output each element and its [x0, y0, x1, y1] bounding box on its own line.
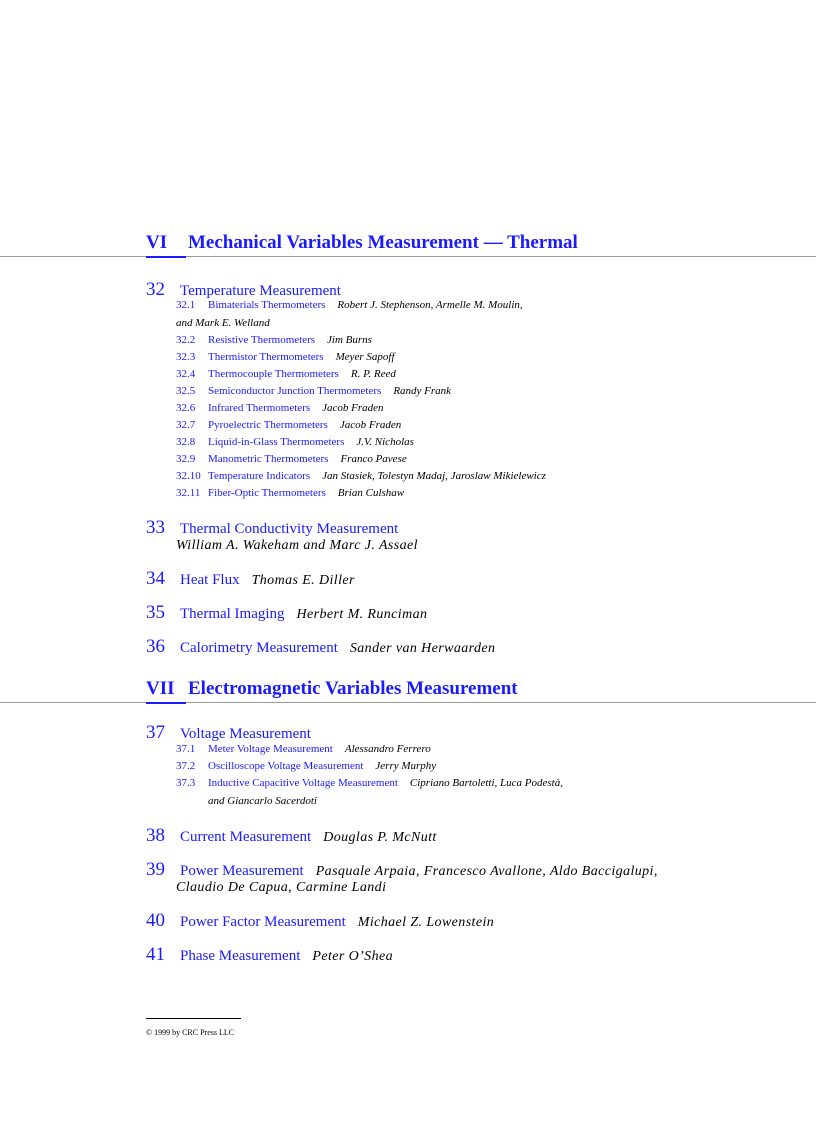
section-title-link[interactable]: Pyroelectric Thermometers [208, 419, 328, 431]
section-number: 32.2 [176, 334, 196, 346]
section-32-1 [176, 299, 523, 311]
section-author: Randy Frank [393, 385, 452, 397]
section-title-link[interactable]: Meter Voltage Measurement [208, 743, 333, 755]
chapter-title-link[interactable]: Thermal Conductivity Measurement [180, 521, 399, 537]
section-number: 32.3 [176, 351, 196, 363]
chapter-number: 34 [146, 568, 165, 589]
section-number: 32.6 [176, 402, 196, 414]
chapter-35 [146, 602, 427, 624]
section-title-link[interactable]: Semiconductor Junction Thermometers [208, 385, 382, 397]
chapter-author: Sander van Herwaarden [349, 641, 496, 656]
chapter-33 [146, 517, 398, 539]
section-author-cont: and Giancarlo Sacerdoti [208, 795, 317, 807]
chapter-number: 37 [146, 722, 165, 743]
chapter-title-link[interactable]: Power Measurement [180, 863, 304, 879]
chapter-number: 35 [146, 602, 165, 623]
part-title-text: Electromagnetic Variables Measurement [188, 678, 518, 699]
section-author: Alessandro Ferrero [344, 743, 431, 755]
chapter-38 [146, 825, 437, 847]
part-number: VI [146, 232, 168, 253]
section-number: 32.11 [176, 487, 201, 499]
section-author-cont: and Mark E. Welland [176, 317, 270, 329]
chapter-36 [146, 636, 495, 658]
chapter-title-link[interactable]: Heat Flux [180, 572, 240, 588]
divider [0, 256, 816, 257]
divider-accent [146, 702, 186, 704]
chapter-40 [146, 910, 494, 932]
chapter-number: 38 [146, 825, 165, 846]
chapter-author: Thomas E. Diller [251, 573, 355, 588]
section-author: Robert J. Stephenson, Armelle M. Moulin, [337, 299, 523, 311]
chapter-39 [146, 859, 658, 881]
chapter-author: Herbert M. Runciman [296, 607, 428, 622]
chapter-number: 33 [146, 517, 165, 538]
chapter-title-link[interactable]: Calorimetry Measurement [180, 640, 338, 656]
section-37-3 [176, 777, 563, 789]
chapter-title-link[interactable]: Phase Measurement [180, 948, 301, 964]
section-author: Jacob Fraden [322, 402, 384, 414]
section-title-link[interactable]: Bimaterials Thermometers [208, 299, 326, 311]
section-author: Jan Stasiek, Tolestyn Madaj, Jaroslaw Mikielewicz [322, 470, 546, 482]
section-number: 32.7 [176, 419, 196, 431]
section-37-1 [176, 743, 431, 755]
chapter-title-link[interactable]: Thermal Imaging [180, 606, 285, 622]
chapter-number: 36 [146, 636, 165, 657]
chapter-title-link[interactable]: Power Factor Measurement [180, 914, 346, 930]
section-number: 32.10 [176, 470, 201, 482]
part-title [146, 678, 518, 700]
part-title [146, 232, 578, 254]
section-number: 32.1 [176, 299, 196, 311]
chapter-title-link[interactable]: Voltage Measurement [180, 726, 311, 742]
section-author: Jim Burns [327, 334, 372, 346]
chapter-author: Douglas P. McNutt [323, 830, 437, 845]
section-32-8 [176, 436, 414, 448]
section-32-6 [176, 402, 384, 414]
section-number: 37.1 [176, 743, 196, 755]
section-number: 32.4 [176, 368, 196, 380]
section-title-link[interactable]: Resistive Thermometers [208, 334, 316, 346]
section-author: R. P. Reed [350, 368, 396, 380]
section-title-link[interactable]: Temperature Indicators [208, 470, 311, 482]
section-32-10 [176, 470, 546, 482]
section-author: Jacob Fraden [339, 419, 402, 431]
chapter-41 [146, 944, 393, 966]
chapter-34 [146, 568, 355, 590]
section-title-link[interactable]: Oscilloscope Voltage Measurement [208, 760, 364, 772]
chapter-title-link[interactable]: Current Measurement [180, 829, 312, 845]
footnote-divider [146, 1018, 241, 1019]
copyright-notice: © 1999 by CRC Press LLC [146, 1028, 235, 1037]
section-32-11 [176, 487, 404, 499]
chapter-number: 39 [146, 859, 165, 880]
section-number: 32.9 [176, 453, 196, 465]
chapter-author: Michael Z. Lowenstein [357, 915, 495, 930]
section-32-7 [176, 419, 401, 431]
section-author: Jerry Murphy [375, 760, 437, 772]
section-author: Franco Pavese [340, 453, 407, 465]
chapter-author: Pasquale Arpaia, Francesco Avallone, Aldo Baccigalupi, [315, 864, 658, 879]
section-37-2 [176, 760, 436, 772]
divider [0, 702, 816, 703]
section-32-9 [176, 453, 407, 465]
section-32-2 [176, 334, 372, 346]
chapter-number: 41 [146, 944, 165, 965]
section-32-3 [176, 351, 395, 363]
chapter-number: 40 [146, 910, 165, 931]
section-title-link[interactable]: Inductive Capacitive Voltage Measurement [208, 777, 398, 789]
section-title-link[interactable]: Fiber-Optic Thermometers [208, 487, 326, 499]
section-title-link[interactable]: Infrared Thermometers [208, 402, 311, 414]
chapter-author: William A. Wakeham and Marc J. Assael [176, 538, 418, 553]
part-title-text: Mechanical Variables Measurement — Thermal [188, 232, 578, 253]
section-author: Brian Culshaw [337, 487, 405, 499]
chapter-32 [146, 279, 341, 301]
section-number: 32.8 [176, 436, 196, 448]
section-number: 32.5 [176, 385, 196, 397]
section-title-link[interactable]: Thermistor Thermometers [208, 351, 324, 363]
chapter-title-link[interactable]: Temperature Measurement [180, 283, 341, 299]
section-number: 37.2 [176, 760, 196, 772]
section-author: Meyer Sapoff [335, 351, 395, 363]
divider-accent [146, 256, 186, 258]
section-author: Cipriano Bartoletti, Luca Podestà, [409, 777, 563, 789]
section-32-4 [176, 368, 396, 380]
section-title-link[interactable]: Thermocouple Thermometers [208, 368, 339, 380]
section-title-link[interactable]: Manometric Thermometers [208, 453, 329, 465]
section-title-link[interactable]: Liquid-in-Glass Thermometers [208, 436, 345, 448]
section-author: J.V. Nicholas [356, 436, 414, 448]
section-32-5 [176, 385, 451, 397]
section-number: 37.3 [176, 777, 196, 789]
chapter-number: 32 [146, 279, 165, 300]
part-number: VII [146, 678, 175, 699]
chapter-37 [146, 722, 311, 744]
chapter-author: Peter O’Shea [312, 949, 393, 964]
chapter-author-cont: Claudio De Capua, Carmine Landi [176, 880, 387, 895]
